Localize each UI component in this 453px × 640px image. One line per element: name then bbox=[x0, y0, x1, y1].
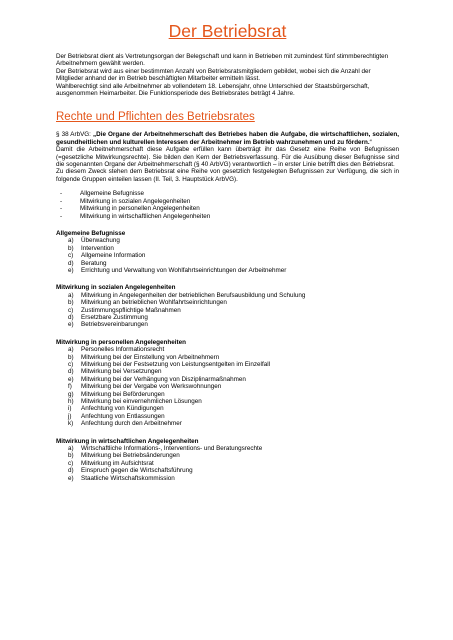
list-item bbox=[68, 299, 399, 306]
list-item-text: Mitwirkung in Angelegenheiten der betrieblichen Berufsausbildung und Schulung bbox=[81, 291, 306, 299]
list-item-text: Mitwirkung bei einvernehmlichen Lösungen bbox=[81, 398, 202, 406]
item-letter: a) bbox=[68, 237, 74, 245]
group-list bbox=[56, 237, 399, 274]
list-item-text: Mitwirkung bei der Verhängung von Disziplinarmaßnahmen bbox=[81, 375, 246, 383]
list-item-text: Allgemeine Information bbox=[81, 252, 146, 260]
list-item bbox=[60, 198, 399, 205]
list-item-text: Anfechtung von Entlassungen bbox=[81, 412, 165, 420]
list-item-text: Mitwirkung bei Versetzungen bbox=[81, 368, 162, 376]
list-item bbox=[68, 460, 399, 467]
list-item-text: Einspruch gegen die Wirtschaftsführung bbox=[81, 467, 193, 475]
item-letter: c) bbox=[68, 459, 74, 467]
list-item-text: Ersetzbare Zustimmung bbox=[81, 313, 148, 321]
law-quote: „Die Organe der Arbeitnehmerschaft des Betriebes haben die Aufgabe, die wirtschaftlichen, sozialen, gesundheitlichen und kulturellen Interessen der Arbeitnehmer im Betrieb wahrzunehmen und zu fördern. bbox=[56, 131, 399, 146]
list-item bbox=[68, 260, 399, 267]
item-letter: b) bbox=[68, 353, 74, 361]
list-item bbox=[68, 321, 399, 328]
item-letter: d) bbox=[68, 259, 74, 267]
item-letter: c) bbox=[68, 306, 74, 314]
list-item bbox=[68, 361, 399, 368]
list-item bbox=[60, 190, 399, 197]
list-item bbox=[68, 391, 399, 398]
list-item bbox=[68, 368, 399, 375]
item-letter: c) bbox=[68, 252, 74, 260]
group-title: Mitwirkung in wirtschaftlichen Angelegenheiten bbox=[56, 437, 199, 445]
list-item bbox=[68, 420, 399, 427]
list-item-text: Zustimmungspflichtige Maßnahmen bbox=[81, 306, 181, 314]
group-list bbox=[56, 445, 399, 482]
list-item bbox=[68, 237, 399, 244]
group-list bbox=[56, 346, 399, 427]
dash-bullet: - bbox=[60, 212, 63, 220]
list-item bbox=[68, 475, 399, 482]
list-item bbox=[68, 245, 399, 252]
groups-intro-paragraph: Zu diesem Zweck stehen dem Betriebsrat eine Reihe von gesetzlich festgelegten Befugnissen zur Verfügung, die sich in folgende Gruppen einteilen lassen (II. Teil, 3. Hauptstück ArbVG). bbox=[56, 168, 399, 183]
list-item bbox=[68, 314, 399, 321]
item-letter: f) bbox=[68, 383, 72, 391]
list-item-text: Mitwirkung bei der Festsetzung von Leistungsentgelten im Einzelfall bbox=[81, 361, 271, 368]
list-item-text: Mitwirkung in sozialen Angelegenheiten bbox=[80, 197, 191, 205]
item-letter: e) bbox=[68, 321, 74, 329]
list-item bbox=[68, 376, 399, 383]
list-item bbox=[68, 346, 399, 353]
list-item bbox=[60, 213, 399, 220]
list-item bbox=[68, 252, 399, 259]
list-item bbox=[68, 383, 399, 390]
dash-bullet: - bbox=[60, 197, 63, 205]
item-letter: k) bbox=[68, 420, 74, 428]
law-reference: § 38 ArbVG: bbox=[56, 131, 93, 139]
item-letter: e) bbox=[68, 474, 74, 482]
list-item-text: Betriebsvereinbarungen bbox=[81, 321, 148, 329]
dash-bullet: - bbox=[60, 190, 63, 198]
list-item-text: Mitwirkung im Aufsichtsrat bbox=[81, 459, 154, 467]
law-quote-end: “ bbox=[369, 138, 372, 146]
list-item-text: Mitwirkung bei Betriebsänderungen bbox=[81, 452, 180, 460]
list-item-text: Anfechtung durch den Arbeitnehmer bbox=[81, 420, 182, 428]
list-item-text: Mitwirkung an betrieblichen Wohlfahrtseinrichtungen bbox=[81, 299, 227, 307]
item-letter: b) bbox=[68, 299, 74, 307]
group-title: Allgemeine Befugnisse bbox=[56, 229, 126, 237]
item-letter: a) bbox=[68, 291, 74, 299]
list-item-text: Mitwirkung in personellen Angelegenheiten bbox=[80, 205, 200, 213]
list-item-text: Überwachung bbox=[81, 237, 120, 245]
list-item bbox=[68, 467, 399, 474]
list-item bbox=[68, 292, 399, 299]
item-letter: c) bbox=[68, 361, 74, 368]
item-letter: i) bbox=[68, 405, 72, 413]
list-item bbox=[68, 413, 399, 420]
intro-paragraph: Der Betriebsrat dient als Vertretungsorgan der Belegschaft und kann in Betrieben mit zumindest fünf stimmberechtigten Arbeitnehmern gewählt werden. bbox=[56, 53, 389, 68]
item-letter: d) bbox=[68, 313, 74, 321]
item-letter: d) bbox=[68, 368, 74, 376]
list-item-text: Wirtschaftliche Informations-, Interventions- und Beratungsrechte bbox=[81, 445, 263, 453]
intro-block bbox=[56, 53, 399, 97]
list-item bbox=[68, 307, 399, 314]
item-letter: g) bbox=[68, 390, 74, 398]
group-title: Mitwirkung in sozialen Angelegenheiten bbox=[56, 284, 176, 292]
list-item-text: Errichtung und Verwaltung von Wohlfahrtseinrichtungen der Arbeitnehmer bbox=[81, 266, 287, 274]
list-item bbox=[68, 267, 399, 274]
list-item bbox=[68, 398, 399, 405]
law-paragraph bbox=[56, 131, 399, 146]
list-item-text: Anfechtung von Kündigungen bbox=[81, 405, 164, 413]
list-item bbox=[68, 445, 399, 452]
item-letter: b) bbox=[68, 452, 74, 460]
document-page bbox=[56, 22, 399, 482]
list-item-text: Mitwirkung bei der Einstellung von Arbeitnehmern bbox=[81, 353, 220, 361]
list-item-text: Intervention bbox=[81, 244, 114, 252]
item-letter: e) bbox=[68, 266, 74, 274]
group-title: Mitwirkung in personellen Angelegenheiten bbox=[56, 338, 186, 346]
list-item bbox=[68, 452, 399, 459]
explanation-paragraph: Damit die Arbeitnehmerschaft diese Aufgabe erfüllen kann überträgt ihr das Gesetz eine Reihe von Befugnissen (=gesetzliche Mitwirkungsrechte). Sie bilden den Kern der Betriebsverfassung. Für die Ausübung dieser Befugnisse sind die sogenannten Organe der Arbeitnehmerschaft (§ 40 ArbVG) verantwortlich – in erster Linie betrifft dies den Betriebsrat. bbox=[56, 146, 399, 169]
groups-container bbox=[56, 230, 399, 482]
item-letter: h) bbox=[68, 398, 74, 406]
item-letter: e) bbox=[68, 375, 74, 383]
item-letter: j) bbox=[68, 412, 72, 420]
section-heading: Rechte und Pflichten des Betriebsrates bbox=[56, 111, 255, 124]
list-item-text: Mitwirkung bei Beförderungen bbox=[81, 390, 165, 398]
list-item bbox=[68, 405, 399, 412]
list-item-text: Mitwirkung in wirtschaftlichen Angelegenheiten bbox=[80, 212, 211, 220]
page-title: Der Betriebsrat bbox=[168, 21, 287, 41]
list-item-text: Staatliche Wirtschaftskommission bbox=[81, 474, 175, 482]
item-letter: b) bbox=[68, 244, 74, 252]
list-item-text: Mitwirkung bei der Vergabe von Werkswohnungen bbox=[81, 383, 222, 391]
dash-bullet: - bbox=[60, 205, 63, 213]
item-letter: d) bbox=[68, 467, 74, 475]
intro-paragraph: Der Betriebsrat wird aus einer bestimmten Anzahl von Betriebsratsmitgliedern gebildet, wobei sich die Anzahl der Mitglieder anhand der im Betrieb beschäftigten Mitarbeiter ermitteln lässt. bbox=[56, 67, 371, 83]
list-item bbox=[68, 354, 399, 361]
list-item-text: Beratung bbox=[81, 259, 107, 267]
overview-list bbox=[56, 190, 399, 220]
intro-paragraph: Wahlberechtigt sind alle Arbeitnehmer ab vollendetem 18. Lebensjahr, ohne Unterschied der Staatsbürgerschaft, ausgenommen Heimarbeiter. Die Funktionsperiode des Betriebsrates beträgt 4 Jahre. bbox=[56, 82, 370, 98]
list-item-text: Allgemeine Befugnisse bbox=[80, 190, 145, 198]
item-letter: a) bbox=[68, 445, 74, 453]
group-list bbox=[56, 292, 399, 329]
item-letter: a) bbox=[68, 346, 74, 354]
list-item bbox=[60, 205, 399, 212]
list-item-text: Personelles Informationsrecht bbox=[81, 346, 165, 354]
